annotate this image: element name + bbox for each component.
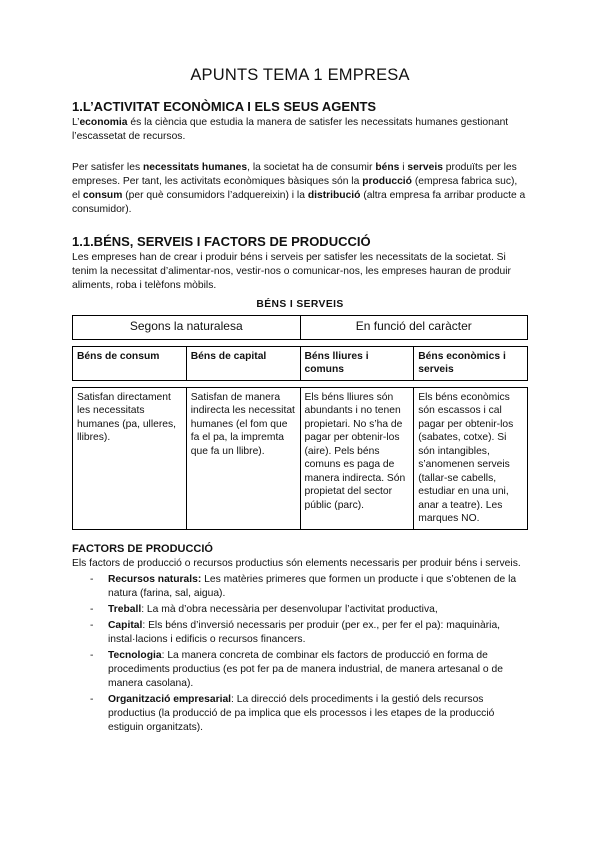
bold-term: economia bbox=[79, 117, 128, 128]
factor-term: Treball bbox=[108, 603, 142, 615]
text-run: produïts per les empreses. Per tant, les activitats econòmiques bàsiques són la bbox=[72, 162, 517, 187]
factor-text: Les matèries primeres que formen un producte i que s’obtenen de la natura (farina, sal, aigua). bbox=[108, 573, 517, 599]
table-caption: BÉNS I SERVEIS bbox=[256, 299, 344, 310]
table-header-row bbox=[73, 346, 528, 380]
list-dash: - bbox=[90, 619, 94, 631]
table-row bbox=[73, 387, 528, 529]
list-dash: - bbox=[90, 649, 94, 661]
paragraph-economia bbox=[72, 116, 528, 144]
list-dash: - bbox=[90, 603, 94, 615]
paragraph-necessitats bbox=[72, 161, 528, 217]
list-item bbox=[72, 573, 528, 601]
factors-intro: Els factors de producció o recursos productius són elements necessaris per produir béns i serveis. bbox=[72, 557, 521, 569]
text-run: (per què consumidors l’adquereixin) i la bbox=[122, 190, 308, 201]
text-run: L’ bbox=[72, 117, 80, 128]
col-header-capital: Béns de capital bbox=[186, 346, 300, 380]
bold-term: béns bbox=[375, 162, 400, 173]
list-dash: - bbox=[90, 693, 94, 705]
list-item bbox=[72, 693, 528, 735]
table-cell-capital: Satisfan de manera indirecta les necessitat humanes (el fom que fa el pa, la impremta que fa un llibre). bbox=[186, 387, 300, 529]
list-item bbox=[72, 649, 528, 691]
col-header-economics: Béns econòmics i serveis bbox=[414, 346, 528, 380]
document-content bbox=[72, 66, 528, 737]
document-title: APUNTS TEMA 1 EMPRESA bbox=[190, 66, 410, 84]
paragraph-empreses: Les empreses han de crear i produir béns i serveis per satisfer les necessitats de la societat. Si tenim la necessitat d’alimentar-nos, vestir-nos o comunicar-nos, les empreses hauran de produir aliments, roba i telèfons mòbils. bbox=[72, 252, 511, 291]
group-header-caracter: En funció del caràcter bbox=[300, 316, 528, 340]
factors-list bbox=[72, 573, 528, 735]
bold-term: necessitats humanes bbox=[142, 162, 248, 173]
factor-term: Organització empresarial bbox=[108, 693, 232, 705]
factor-text: : Els béns d’inversió necessaris per produir (per ex., per fer el pa): maquinària, instal·lacions i edificis o recursos financers. bbox=[108, 619, 501, 645]
bold-term: serveis bbox=[407, 162, 443, 173]
text-run: i bbox=[399, 162, 408, 173]
section-heading-activitat: 1.L’ACTIVITAT ECONÒMICA I ELS SEUS AGENTS bbox=[72, 99, 377, 114]
table-cell-lliures: Els béns lliures són abundants i no tenen propietari. No s’ha de pagar per obtenir-los (aire). Pels béns comuns es paga de manera indirecta. Són propietat del sector públic (parc). bbox=[300, 387, 414, 529]
table-group-row bbox=[73, 316, 528, 340]
factor-term: Recursos naturals: bbox=[108, 573, 202, 585]
bens-serveis-table bbox=[72, 315, 528, 530]
list-dash: - bbox=[90, 573, 94, 585]
text-run: (empresa fabrica suc), el bbox=[72, 176, 518, 201]
factor-term: Tecnologia bbox=[108, 649, 162, 661]
bold-term: producció bbox=[362, 176, 412, 187]
bold-term: consum bbox=[82, 190, 123, 201]
text-run: és la ciència que estudia la manera de satisfer les necessitats humanes gestionant l’escassetat de recursos. bbox=[72, 117, 509, 142]
factor-text: : La direcció dels procediments i la gestió dels recursos productius (la producció de pa implica que els processos i les etapes de la producció estiguin organitzats). bbox=[108, 693, 495, 733]
list-item bbox=[72, 603, 528, 617]
table-cell-consum: Satisfan directament les necessitats humanes (pa, ulleres, llibres). bbox=[73, 387, 187, 529]
text-run: , la societat ha de consumir bbox=[247, 162, 376, 173]
factor-text: : La mà d’obra necessària per desenvolupar l’activitat productiva, bbox=[141, 603, 438, 615]
col-header-consum: Béns de consum bbox=[73, 346, 187, 380]
col-header-lliures: Béns lliures i comuns bbox=[300, 346, 414, 380]
table-cell-economics: Els béns econòmics són escassos i cal pagar per obtenir-los (sabates, cotxe). Si són intangibles, s’anomenen serveis (tallar-se cabells, estudiar en una uni, anar a teatre). Les marques NO. bbox=[414, 387, 528, 529]
table-spacer bbox=[73, 339, 528, 346]
factors-heading: FACTORS DE PRODUCCIÓ bbox=[72, 542, 213, 555]
text-run: (altra empresa fa arribar producte a consumidor). bbox=[72, 190, 526, 215]
bold-term: distribució bbox=[307, 190, 361, 201]
table-spacer bbox=[73, 380, 528, 387]
factor-term: Capital bbox=[108, 619, 143, 631]
section-heading-bens: 1.1.BÉNS, SERVEIS I FACTORS DE PRODUCCIÓ bbox=[72, 234, 371, 249]
group-header-naturalesa: Segons la naturalesa bbox=[73, 316, 301, 340]
text-run: Per satisfer les bbox=[72, 162, 143, 173]
table-spacer-row bbox=[73, 380, 528, 387]
table-spacer-row bbox=[73, 339, 528, 346]
list-item bbox=[72, 619, 528, 647]
factor-text: : La manera concreta de combinar els factors de producció en forma de procediments productius (es pot fer pa de manera industrial, de manera artesanal o de manera casolana). bbox=[108, 649, 503, 689]
